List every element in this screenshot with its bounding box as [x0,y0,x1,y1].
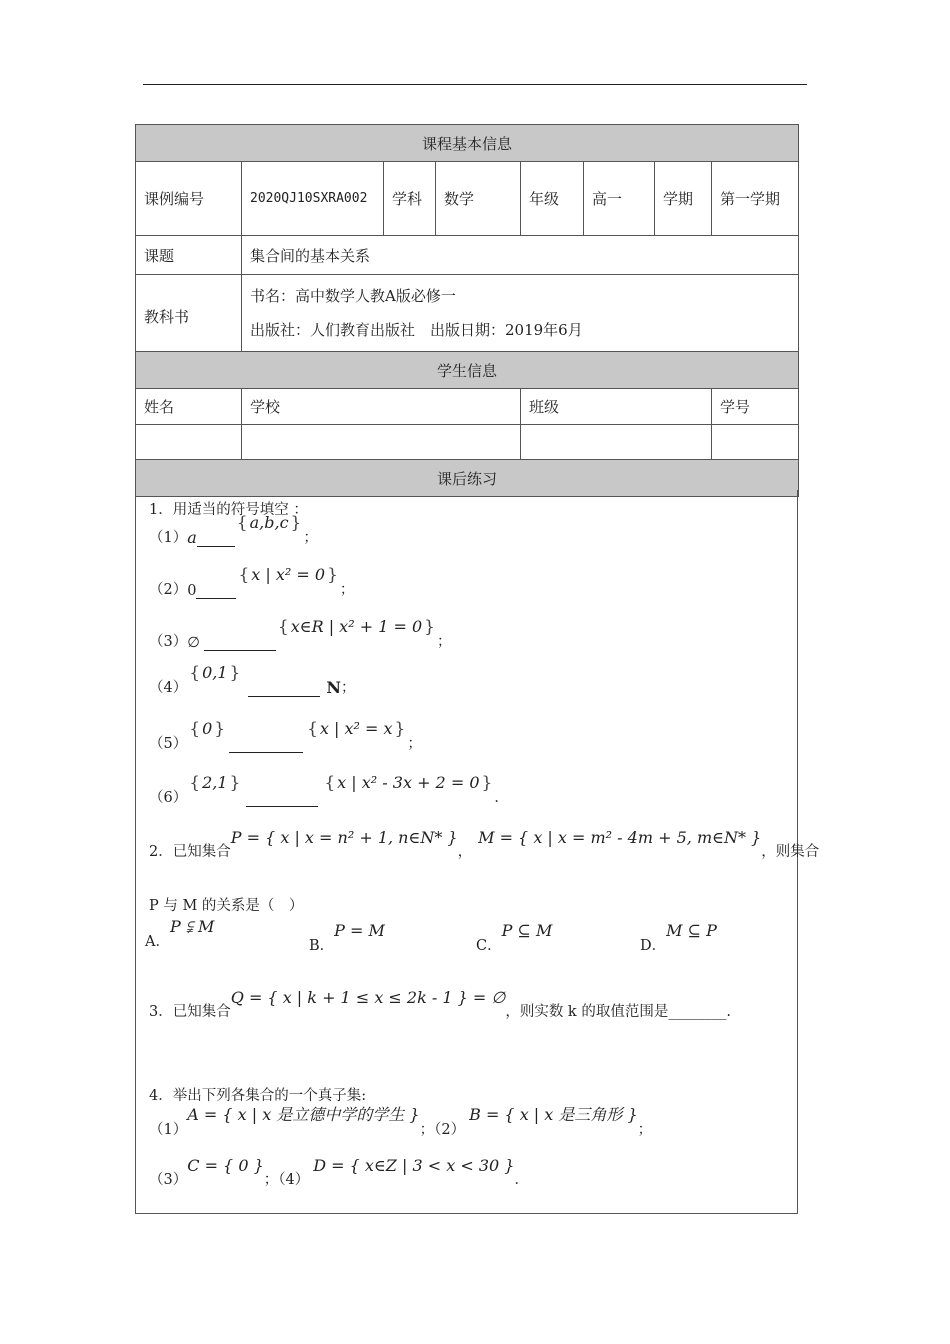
book-details [242,275,799,352]
grade-value: 高一 [584,162,655,236]
code-label: 课例编号 [136,162,242,236]
answer-blank[interactable] [229,752,303,753]
course-info-table [135,124,799,497]
q2-question: P 与 M 的关系是（ ） [149,898,304,914]
school-field[interactable] [242,425,521,460]
book-label: 教科书 [136,275,242,352]
answer-blank[interactable] [246,806,318,807]
q1-item-1: （1） a { a,b,c } ； [149,513,318,547]
book-title: 书名：高中数学人教A版必修一 [250,287,456,305]
name-label: 姓名 [136,389,242,425]
grade-label: 年级 [521,162,584,236]
q1-title: 1．用适当的符号填空 ： [149,502,308,518]
name-field[interactable] [136,425,242,460]
subject-value: 数学 [436,162,521,236]
id-label: 学号 [712,389,799,425]
subject-label: 学科 [384,162,436,236]
q2-option-a[interactable]: A．P ⫋ M [145,917,215,950]
q1-item-4: （4） { 0,1 } N ； [149,663,356,697]
student-info-header: 学生信息 [136,352,799,389]
code-value: 2020QJ10SXRA002 [242,162,384,236]
book-publisher: 出版社：人们教育出版社 出版日期：2019年6月 [250,321,583,339]
term-value: 第一学期 [712,162,799,236]
course-info-header: 课程基本信息 [136,125,799,162]
exercise-section [135,490,820,1214]
header-rule [143,84,807,85]
term-label: 学期 [655,162,712,236]
topic-value: 集合间的基本关系 [242,236,799,275]
q1-item-3: （3） ∅ { x∈R | x² + 1 = 0 } ； [149,617,452,651]
class-field[interactable] [521,425,712,460]
q4-title: 4．举出下列各集合的一个真子集: [149,1088,367,1104]
q4-row-1: （1） A = { x | x 是立德中学的学生 } ；（2） B = { x | x 是三角形 } ； [149,1105,653,1138]
q2-option-b[interactable]: B．P = M [309,921,385,954]
q3-set-q: Q = { x | k + 1 ≤ x ≤ 2k - 1 } = ∅ [230,988,506,1007]
q3-stem: 3．已知集合 Q = { x | k + 1 ≤ x ≤ 2k - 1 } = ∅ ，则实数 k 的取值范围是________. [149,988,731,1020]
q2-set-m: M = { x | x = m² - 4m + 5, m∈N* } [478,828,762,847]
class-label: 班级 [521,389,712,425]
q2-option-d[interactable]: D．M ⊆ P [640,921,717,954]
q2-option-c[interactable]: C．P ⊆ M [476,921,553,954]
answer-blank[interactable] [197,546,235,547]
answer-blank[interactable] [196,598,236,599]
id-field[interactable] [712,425,799,460]
q1-item-5: （5） { 0 } { x | x² = x } ； [149,719,422,752]
answer-blank[interactable] [248,696,320,697]
answer-blank[interactable] [204,650,276,651]
q2-stem: 2．已知集合 P = { x | x = n² + 1, n∈N* } ， M = { x | x = m² - 4m + 5, m∈N* } ，则集合 [149,828,820,860]
q1-item-6: （6） { 2,1 } { x | x² - 3x + 2 = 0 } ． [149,773,509,806]
school-label: 学校 [242,389,521,425]
q2-set-p: P = { x | x = n² + 1, n∈N* } [230,828,458,847]
q4-row-2: （3） C = { 0 } ；（4） D = { x∈Z | 3 < x < 30 } ． [149,1156,529,1188]
topic-label: 课题 [136,236,242,275]
q1-item-2: （2） 0 { x | x² = 0 } ； [149,565,355,599]
exercise-header: 课后练习 [136,460,799,497]
